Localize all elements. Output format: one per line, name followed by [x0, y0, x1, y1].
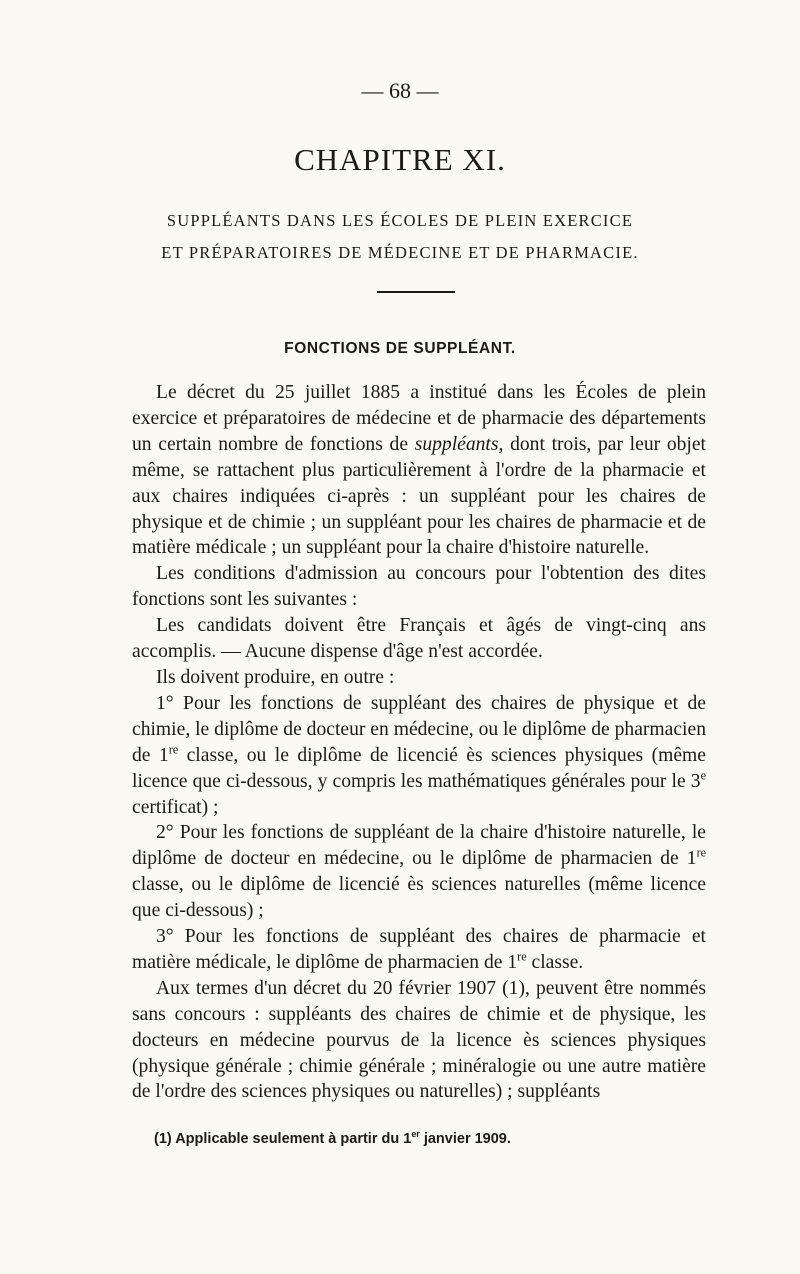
paragraph-item-1: [132, 691, 706, 821]
footnote: [154, 1131, 714, 1147]
paragraph-decree: [132, 380, 706, 561]
item-3-text-b: classe.: [526, 951, 584, 973]
paragraph-decree-text-b: , dont trois, par leur objet même, se rattachent plus particulièrement à l'ordre de la pharmacie et aux chaires indiquées ci-après : un suppléant pour les chaires de physique et de chimie ; un suppléant pour les chaires de pharmacie et de matière médicale ; un suppléant pour la chaire d'histoire naturelle.: [132, 433, 706, 559]
chapter-title: CHAPITRE XI.: [294, 142, 506, 177]
paragraph-produce: Ils doivent produire, en outre :: [156, 666, 395, 688]
emphasis-suppleants: suppléants: [414, 433, 499, 455]
body-text: [132, 380, 706, 1105]
page-number: — 68 —: [361, 78, 439, 103]
paragraph-conditions: Les conditions d'admission au concours pour l'obtention des dites fonctions sont les suivantes :: [132, 563, 706, 611]
item-1-superscript-2: e: [700, 768, 706, 783]
paragraph-decree-1907: Aux termes d'un décret du 20 février 1907 (1), peuvent être nommés sans concours : suppléants des chaires de chimie et de physique, les docteurs en médecine pourvus de la licence ès sciences physiques (physique générale ; chimie générale ; minéralogie ou une autre matière de l'ordre des sciences physiques ou naturelles) ; suppléants: [132, 977, 706, 1103]
paragraph-candidates: Les candidats doivent être Français et âgés de vingt-cinq ans accomplis. — Aucune dispense d'âge n'est accordée.: [132, 615, 706, 663]
item-2-text-a: 2° Pour les fonctions de suppléant de la chaire d'histoire naturelle, le diplôme de docteur en médecine, ou le diplôme de pharmacien de 1: [132, 822, 706, 870]
chapter-subtitle: [0, 205, 800, 269]
chapter-subtitle-line-1: SUPPLÉANTS DANS LES ÉCOLES DE PLEIN EXERCICE: [166, 211, 634, 230]
section-divider: [377, 291, 455, 293]
item-3-superscript: re: [517, 949, 527, 964]
chapter-subtitle-line-2: ET PRÉPARATOIRES DE MÉDECINE ET DE PHARMACIE.: [161, 243, 639, 262]
footnote-superscript: er: [411, 1129, 420, 1140]
item-2-text-b: classe, ou le diplôme de licencié ès sciences naturelles (même licence que ci-dessous) ;: [132, 874, 706, 922]
item-1-superscript-1: re: [168, 742, 179, 757]
item-1-text-b: classe, ou le diplôme de licencié ès sciences physiques (même licence que ci-dessous, y compris les mathématiques générales pour le 3: [132, 744, 706, 792]
paragraph-item-2: [132, 820, 706, 924]
item-1-text-c: certificat) ;: [132, 796, 219, 818]
paragraph-decree-text-a: Le décret du 25 juillet 1885 a institué dans les Écoles de plein exercice et préparatoires de médecine et de pharmacie des départements un certain nombre de fonctions de: [132, 382, 706, 455]
footnote-text-b: janvier 1909.: [419, 1131, 511, 1147]
item-1-text-a: 1° Pour les fonctions de suppléant des chaires de physique et de chimie, le diplôme de docteur en médecine, ou le diplôme de pharmacien de 1: [132, 692, 706, 766]
section-title: FONCTIONS DE SUPPLÉANT.: [284, 340, 516, 357]
paragraph-item-3: [132, 924, 706, 976]
item-3-text-a: 3° Pour les fonctions de suppléant des chaires de pharmacie et matière médicale, le diplôme de pharmacien de 1: [132, 926, 706, 973]
item-2-superscript: re: [696, 845, 706, 860]
footnote-text-a: (1) Applicable seulement à partir du 1: [154, 1131, 412, 1147]
